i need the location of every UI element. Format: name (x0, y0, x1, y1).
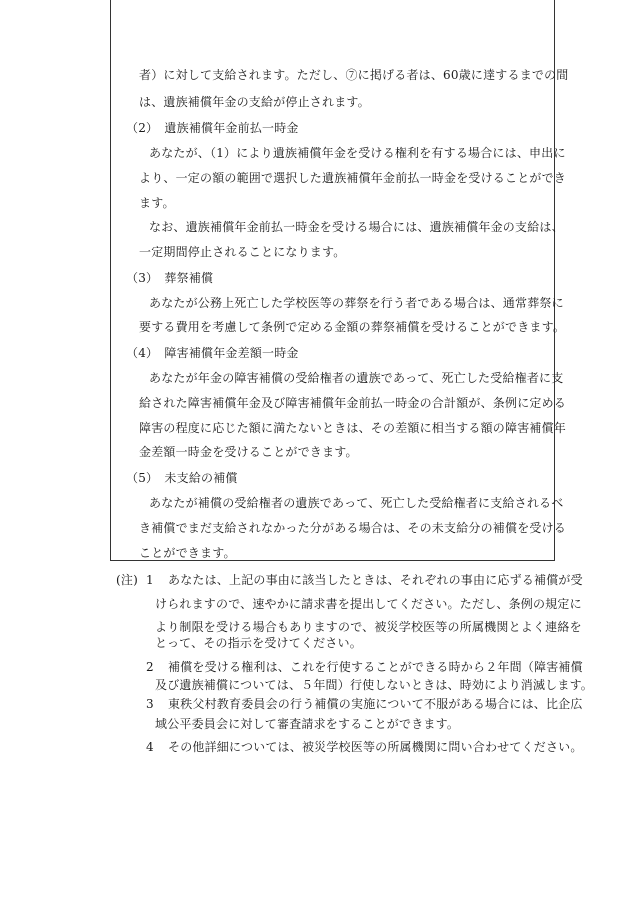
note-line: とって、その指示を受けてください。 (155, 636, 362, 650)
box-line: 給された障害補償年金及び障害補償年金前払一時金の合計額が、条例に定める (139, 396, 567, 410)
box-line: 者）に対して支給されます。ただし、⑦に掲げる者は、60歳に達するまでの間 (139, 68, 569, 82)
box-line: なお、遺族補償年金前払一時金を受ける場合には、遺族補償年金の支給は、 (149, 220, 564, 234)
box-line: 一定期間停止されることになります。 (139, 245, 346, 259)
box-line: あなたが補償の受給権者の遺族であって、死亡した受給権者に支給されるべ (149, 496, 564, 510)
note-number: 2 (146, 660, 154, 674)
section-heading: （4） 障害補償年金差額一時金 (126, 346, 299, 360)
note-number: 1 (146, 573, 154, 587)
note-line: 域公平委員会に対して審査請求をすることができます。 (155, 717, 460, 731)
box-line: は、遺族補償年金の支給が停止されます。 (139, 95, 370, 109)
box-line: あなたが公務上死亡した学校医等の葬祭を行う者である場合は、通常葬祭に (149, 296, 564, 310)
box-line: 障害の程度に応じた額に満たないときは、その差額に相当する額の障害補償年 (139, 421, 567, 435)
box-line: き補償でまだ支給されなかった分がある場合は、その未支給分の補償を受ける (139, 521, 567, 535)
note-line: 補償を受ける権利は、これを行使することができる時から２年間（障害補償 (168, 660, 583, 674)
note-line: 東秩父村教育委員会の行う補償の実施について不服がある場合には、比企広 (168, 697, 583, 711)
box-line: ます。 (139, 196, 175, 210)
box-line: より、一定の額の範囲で選択した遺族補償年金前払一時金を受けることができ (139, 171, 567, 185)
section-heading: （2） 遺族補償年金前払一時金 (126, 121, 299, 135)
box-line: 要する費用を考慮して条例で定める金額の葬祭補償を受けることができます。 (139, 320, 566, 334)
note-line: その他詳細については、被災学校医等の所属機関に問い合わせてください。 (168, 740, 583, 754)
note-line: あなたは、上記の事由に該当したときは、それぞれの事由に応ずる補償が受 (168, 573, 583, 587)
note-number: 4 (146, 740, 154, 754)
note-line: けられますので、速やかに請求書を提出してください。ただし、条例の規定に (155, 597, 582, 611)
section-heading: （3） 葬祭補償 (126, 271, 214, 285)
box-line: あなたが、（1）により遺族補償年金を受ける権利を有する場合には、申出に (149, 146, 566, 160)
section-heading: （5） 未支給の補償 (126, 471, 238, 485)
box-line: あなたが年金の障害補償の受給権者の遺族であって、死亡した受給権者に支 (149, 371, 564, 385)
notes-label: (注) (116, 573, 138, 587)
note-number: 3 (146, 697, 154, 711)
note-line: 及び遺族補償については、５年間）行使しないときは、時効により消滅します。 (155, 678, 594, 692)
box-line: 金差額一時金を受けることができます。 (139, 445, 358, 459)
box-line: ことができます。 (139, 546, 236, 560)
note-line: より制限を受ける場合もありますので、被災学校医等の所属機関とよく連絡を (155, 620, 582, 634)
